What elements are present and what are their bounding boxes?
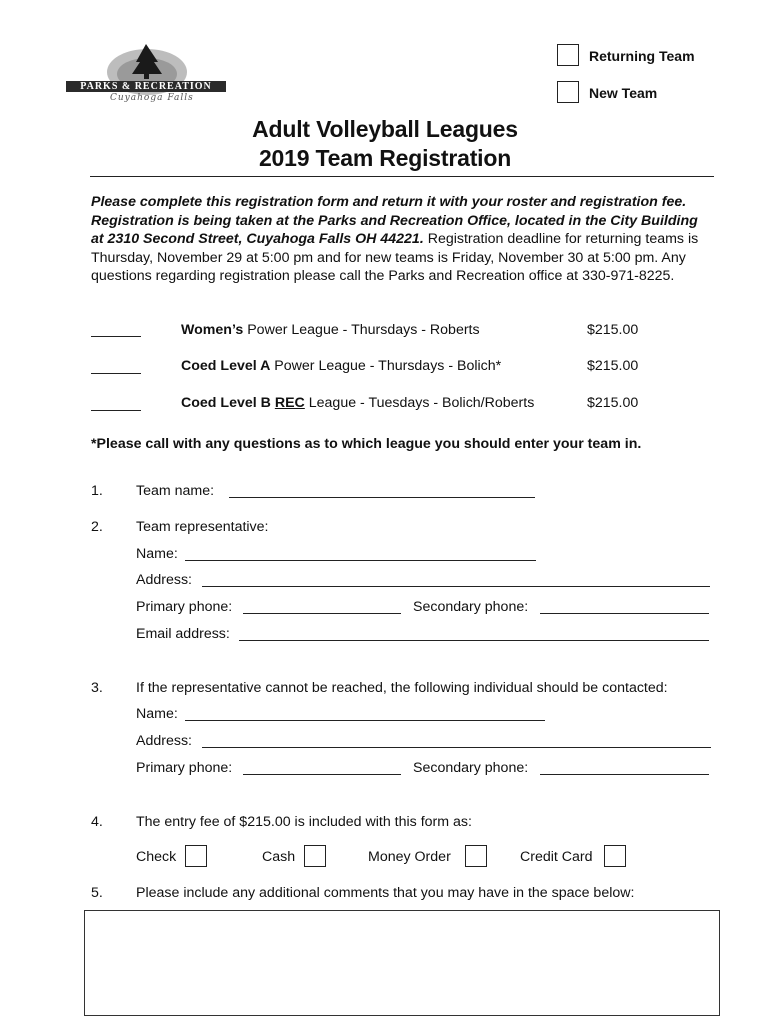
league-coed-b-rec: REC (274, 395, 305, 411)
intro-details: Registration deadline for returning teams is Thursday, November 29 at 5:00 pm and for new teams is Friday, November 30 at 5:00 pm. Any questions regarding registration please call the Parks and Recreation office at 330-971-8225. (91, 231, 699, 284)
league-womens-name: Women’s (181, 322, 244, 338)
intro-emphasis: Please complete this registration form and return it with your roster and registration fee. Registration is being taken at the Parks and Recreation Office, located in the City Building at 2310 Second Street, Cuyahoga Falls OH 44221. (91, 194, 698, 247)
rep-secondary-phone-label: Secondary phone: (413, 599, 529, 615)
alt-primary-phone-label: Primary phone: (136, 760, 233, 776)
payment-money-order-checkbox[interactable] (465, 845, 487, 867)
payment-credit-card-checkbox[interactable] (604, 845, 626, 867)
rep-secondary-phone-field[interactable] (540, 613, 709, 614)
team-representative-label: Team representative: (136, 519, 269, 535)
league-coed-b-name: Coed Level B (181, 395, 271, 411)
returning-team-label: Returning Team (589, 48, 695, 64)
rep-address-label: Address: (136, 572, 192, 588)
payment-money-order-label: Money Order (368, 849, 451, 865)
rep-address-field[interactable] (202, 586, 710, 587)
rep-name-label: Name: (136, 546, 178, 562)
alt-primary-phone-field[interactable] (243, 774, 401, 775)
entry-fee-label: The entry fee of $215.00 is included with this form as: (136, 814, 472, 830)
league-coed-a-name: Coed Level A (181, 358, 271, 374)
league-womens (181, 322, 480, 338)
payment-check-checkbox[interactable] (185, 845, 207, 867)
league-womens-selection-blank[interactable] (91, 322, 141, 337)
new-team-checkbox[interactable] (557, 81, 579, 103)
parks-recreation-logo (60, 40, 235, 110)
team-name-label: Team name: (136, 483, 215, 499)
alt-secondary-phone-label: Secondary phone: (413, 760, 529, 776)
league-coed-a-desc: Power League - Thursdays - Bolich* (270, 358, 502, 374)
league-coed-b-selection-blank[interactable] (91, 396, 141, 411)
rep-primary-phone-label: Primary phone: (136, 599, 233, 615)
rep-primary-phone-field[interactable] (243, 613, 401, 614)
title-divider (90, 176, 714, 177)
alt-name-field[interactable] (185, 720, 545, 721)
league-womens-desc: Power League - Thursdays - Roberts (243, 322, 480, 338)
payment-check-label: Check (136, 849, 177, 865)
new-team-label: New Team (589, 85, 658, 101)
logo-title: PARKS & RECREATION (66, 81, 226, 92)
league-note: *Please call with any questions as to which league you should enter your team in. (91, 436, 642, 452)
returning-team-checkbox[interactable] (557, 44, 579, 66)
team-name-field[interactable] (229, 497, 535, 498)
logo-city: Cuyahoga Falls (110, 93, 194, 103)
alt-name-label: Name: (136, 706, 178, 722)
q3-number: 3. (91, 680, 103, 696)
payment-cash-checkbox[interactable] (304, 845, 326, 867)
rep-email-field[interactable] (239, 640, 709, 641)
rep-email-label: Email address: (136, 626, 230, 642)
alt-address-label: Address: (136, 733, 192, 749)
league-coed-a (181, 358, 501, 374)
payment-cash-label: Cash (262, 849, 296, 865)
intro-paragraph (91, 193, 713, 286)
q1-number: 1. (91, 483, 103, 499)
payment-credit-card-label: Credit Card (520, 849, 593, 865)
q2-number: 2. (91, 519, 103, 535)
league-coed-b (181, 395, 534, 411)
league-coed-b-price: $215.00 (587, 395, 639, 411)
league-coed-b-desc: League - Tuesdays - Bolich/Roberts (304, 395, 535, 411)
league-coed-a-price: $215.00 (587, 358, 639, 374)
q4-number: 4. (91, 814, 103, 830)
q5-number: 5. (91, 885, 103, 901)
alternate-contact-label: If the representative cannot be reached, the following individual should be contacted: (136, 680, 668, 696)
alt-secondary-phone-field[interactable] (540, 774, 709, 775)
comments-textarea[interactable] (84, 910, 720, 1016)
comments-label: Please include any additional comments that you may have in the space below: (136, 885, 635, 901)
alt-address-field[interactable] (202, 747, 711, 748)
page-title: Adult Volleyball Leagues (252, 116, 518, 142)
rep-name-field[interactable] (185, 560, 536, 561)
league-womens-price: $215.00 (587, 322, 639, 338)
league-coed-a-selection-blank[interactable] (91, 359, 141, 374)
page-subtitle: 2019 Team Registration (258, 145, 512, 171)
